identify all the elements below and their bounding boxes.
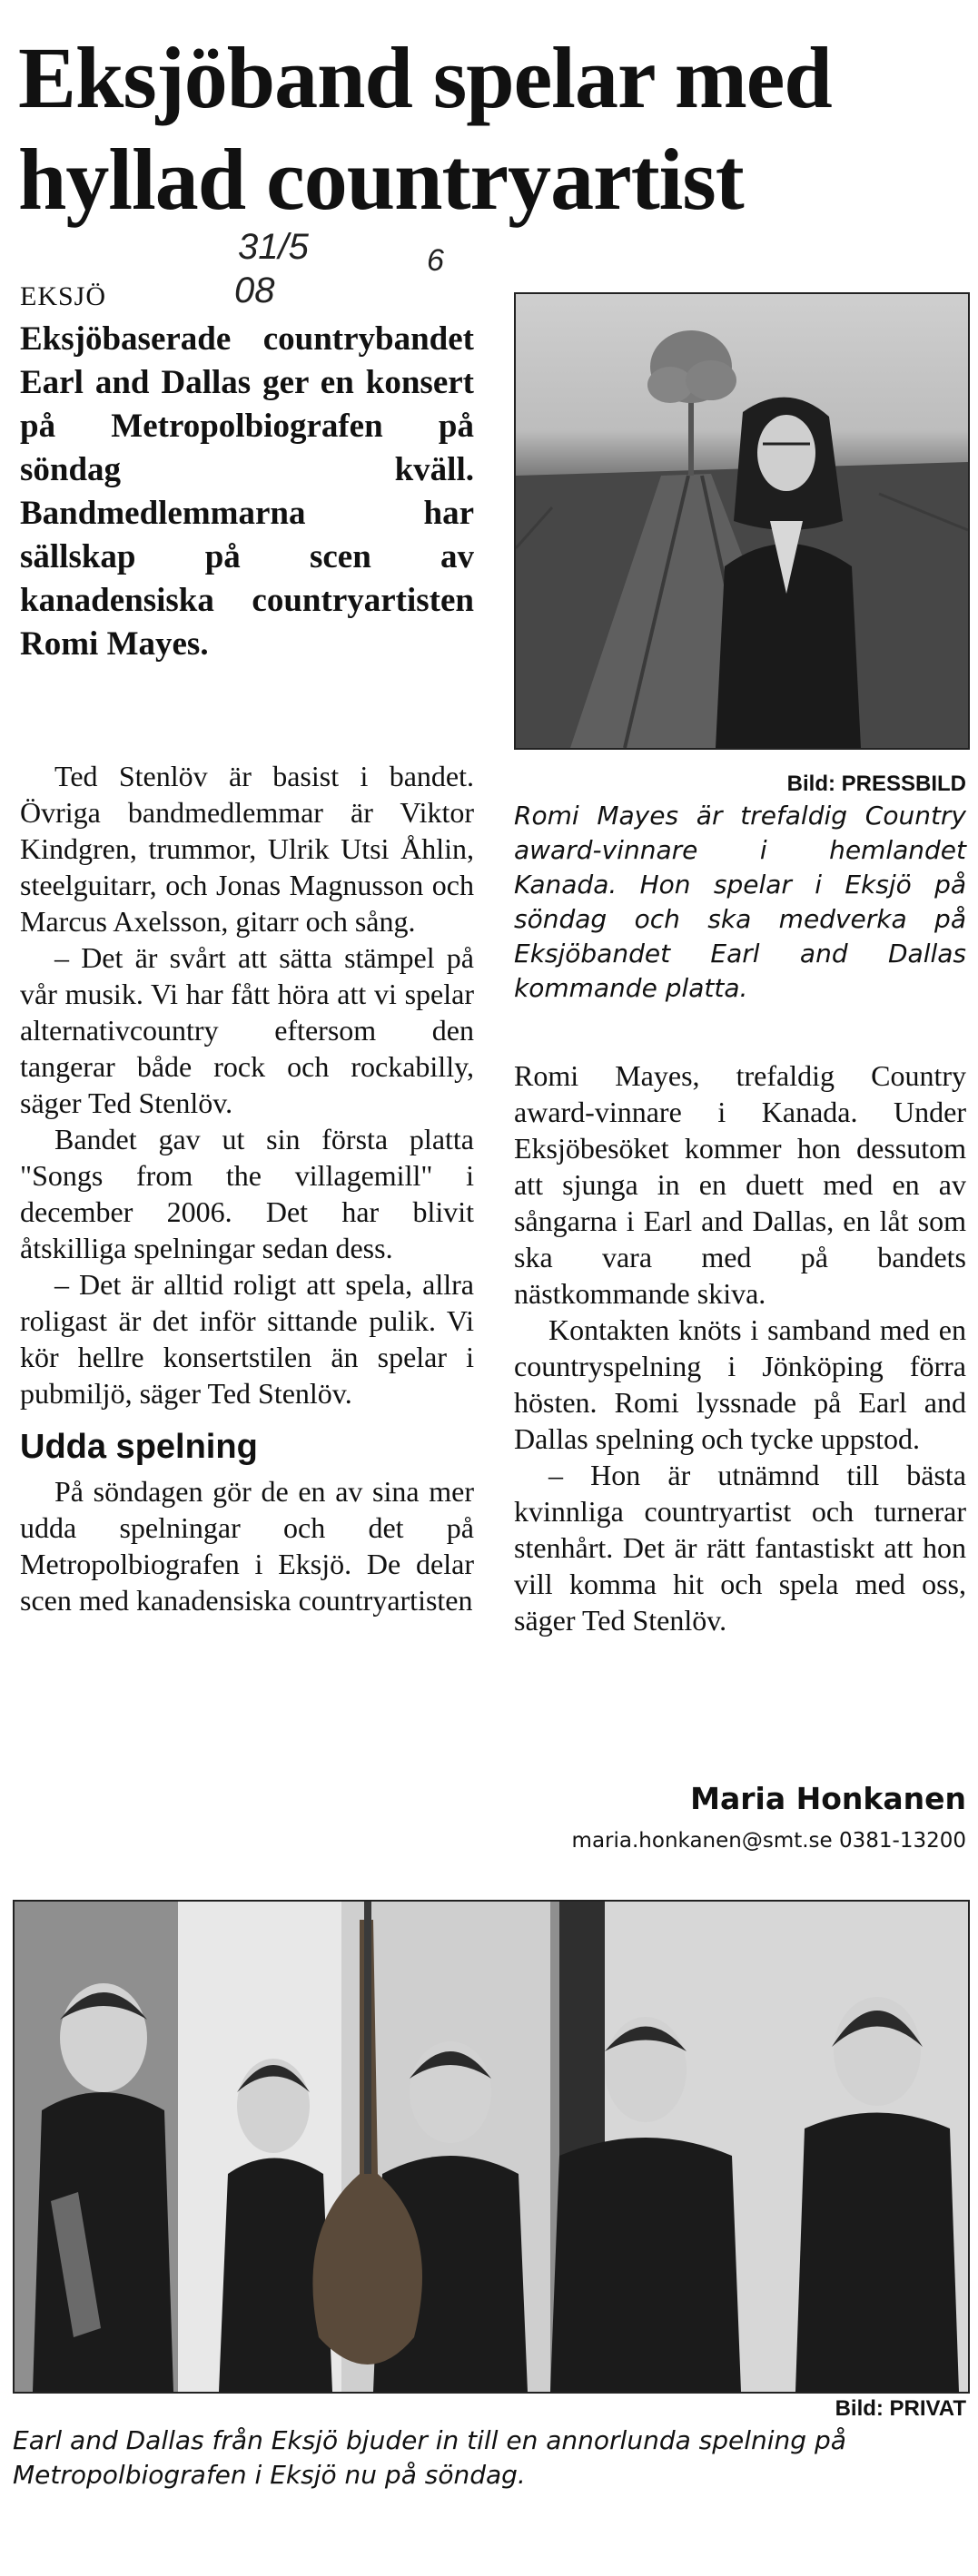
- photo-band: [13, 1900, 970, 2394]
- photo-romi-mayes-image: [516, 294, 968, 748]
- byline-contact: maria.honkanen@smt.se 0381-13200: [571, 1829, 966, 1853]
- article-body-left: [20, 758, 474, 1618]
- photo-credit-bottom: Bild: PRIVAT: [835, 2396, 966, 2421]
- photo-credit-top: Bild: PRESSBILD: [786, 772, 966, 796]
- photo-band-image: [15, 1902, 968, 2392]
- handwritten-page-number: 6: [427, 243, 444, 278]
- lead-paragraph: Eksjöbaserade countrybandet Earl and Dallas ger en konsert på Metropolbiografen på söndag kväll. Bandmedlemmarna har sällskap på scen av kanadensiska countryartisten Romi Mayes.: [20, 320, 474, 663]
- dateline: EKSJÖ: [20, 281, 107, 311]
- photo-romi-mayes: [514, 292, 970, 750]
- body-paragraph: Romi Mayes, trefaldig Country award-vinnare i Kanada. Under Eksjöbesöket kommer hon dessutom att sjunga in en duett med en av sångarna i Earl and Dallas, en låt som ska vara med på bandets nästkommande skiva.: [514, 1059, 966, 1310]
- body-paragraph: Bandet gav ut sin första platta "Songs from the villagemill" i december 2006. Det har blivit åtskilliga spelningar sedan dess.: [20, 1123, 474, 1264]
- body-paragraph: – Hon är utnämnd till bästa kvinnliga countryartist och turnerar stenhårt. Det är rätt fantastiskt att hon vill komma hit och spela med oss, säger Ted Stenlöv.: [514, 1459, 966, 1637]
- body-paragraph: På söndagen gör de en av sina mer udda spelningar och det på Metropolbiografen i Eksjö. De delar scen med kanadensiska countryartisten: [20, 1475, 474, 1617]
- photo-caption-bottom: Earl and Dallas från Eksjö bjuder in till en annorlunda spelning på Metropolbiografen i Eksjö nu på söndag.: [13, 2425, 846, 2490]
- handwritten-year: 08: [234, 270, 275, 310]
- body-paragraph: Ted Stenlöv är basist i bandet. Övriga bandmedlemmar är Viktor Kindgren, trummor, Ulrik Utsi Åhlin, steelguitarr, och Jonas Magnusson och Marcus Axelsson, gitarr och sång.: [20, 760, 474, 938]
- subheading: Udda spelning: [20, 1428, 258, 1466]
- article-body-right: [514, 1057, 966, 1638]
- body-paragraph: Kontakten knöts i samband med en countryspelning i Jönköping förra hösten. Romi lyssnade på Earl and Dallas spelning och tycke uppstod.: [514, 1313, 966, 1455]
- body-paragraph: – Det är alltid roligt att spela, allra roligast är det inför sittande pulik. Vi kör hellre konsertstilen än spelar i pubmiljö, säger Ted Stenlöv.: [20, 1268, 474, 1410]
- headline: Eksjöband spelar med hyllad countryartist: [18, 29, 832, 228]
- photo-caption-top: Romi Mayes är trefaldig Country award-vinnare i hemlandet Kanada. Hon spelar i Eksjö på söndag och ska medverka på Eksjöbandet Earl and Dallas kommande platta.: [514, 801, 966, 1003]
- body-paragraph: – Det är svårt att sätta stämpel på vår musik. Vi har fått höra att vi spelar alternativcountry eftersom den tangerar både rock och rockabilly, säger Ted Stenlöv.: [20, 941, 474, 1119]
- handwritten-date: 31/5: [238, 227, 309, 267]
- byline: Maria Honkanen: [690, 1781, 966, 1816]
